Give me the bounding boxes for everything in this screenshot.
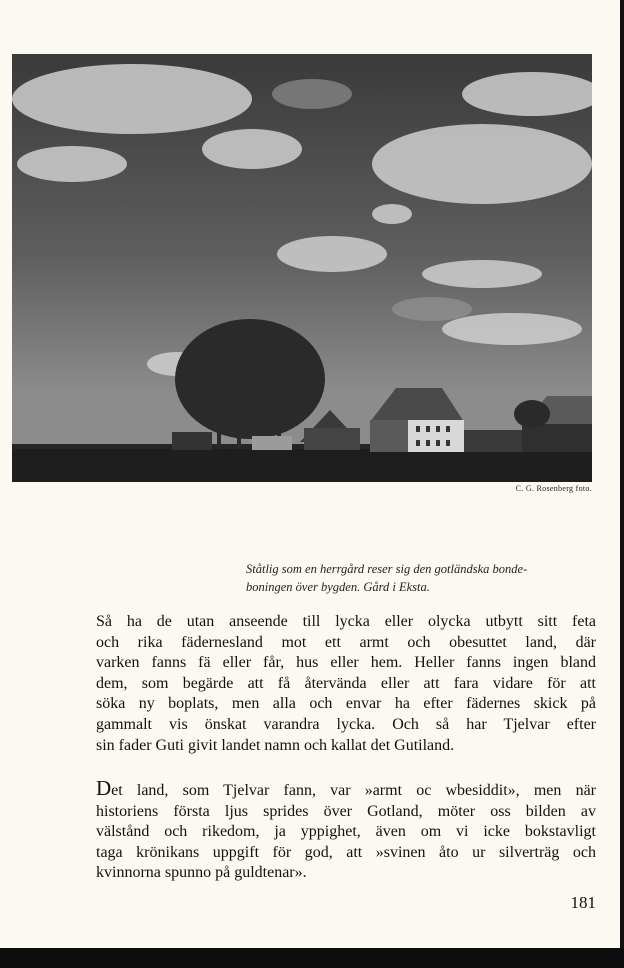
bottom-scan-border: [0, 948, 624, 968]
photo-caption: [246, 560, 598, 596]
text-line: Så ha de utan anseende till lycka eller olycka utbytt sitt feta: [96, 613, 596, 630]
drop-cap: D: [96, 776, 112, 800]
text-line: historiens första ljus sprides över Gotland, möter oss bilden av: [96, 802, 596, 820]
caption-line: boningen över bygden. Gård i Eksta.: [246, 580, 430, 594]
text-line: taga krönikans uppgift för god, att »svinen åto ur silverträg och: [96, 843, 596, 861]
text-line: gammalt vis önskat varandra lycka. Och så har Tjelvar efter: [96, 715, 596, 733]
text-line: kvinnorna spunno på guldtenar».: [96, 864, 307, 882]
page-edge-shadow: [620, 0, 624, 948]
first-line-text: et land, som Tjelvar fann, var »armt oc wbesiddit», men när: [111, 782, 596, 799]
text-line: varken fanns fä eller får, hus eller hem. Heller fanns ingen bland: [96, 654, 596, 672]
body-paragraph-1: [96, 612, 596, 756]
photo-credit: C. G. Rosenberg foto.: [515, 484, 592, 493]
text-line: och rika fädernesland mot ett armt och obesuttet land, där: [96, 633, 596, 651]
body-paragraph-2: [96, 778, 596, 884]
text-line: dem, som begärde att få återvända eller att fara vidare för att: [96, 674, 596, 692]
text-line-first: [96, 778, 596, 802]
text-line: sin fader Guti givit landet namn och kallat det Gutiland.: [96, 736, 455, 754]
page-number: 181: [570, 893, 596, 912]
farmhouse-photograph: [12, 54, 592, 482]
caption-line: Ståtlig som en herrgård reser sig den gotländska bonde-: [246, 562, 528, 576]
farmhouse-photo-illustration: [12, 54, 592, 482]
text-line: välstånd och rikedom, ja yppighet, även om vi icke bokstavligt: [96, 823, 596, 841]
text-line: söka ny boplats, men alla och envar ha efter fädernes skick på: [96, 695, 596, 713]
